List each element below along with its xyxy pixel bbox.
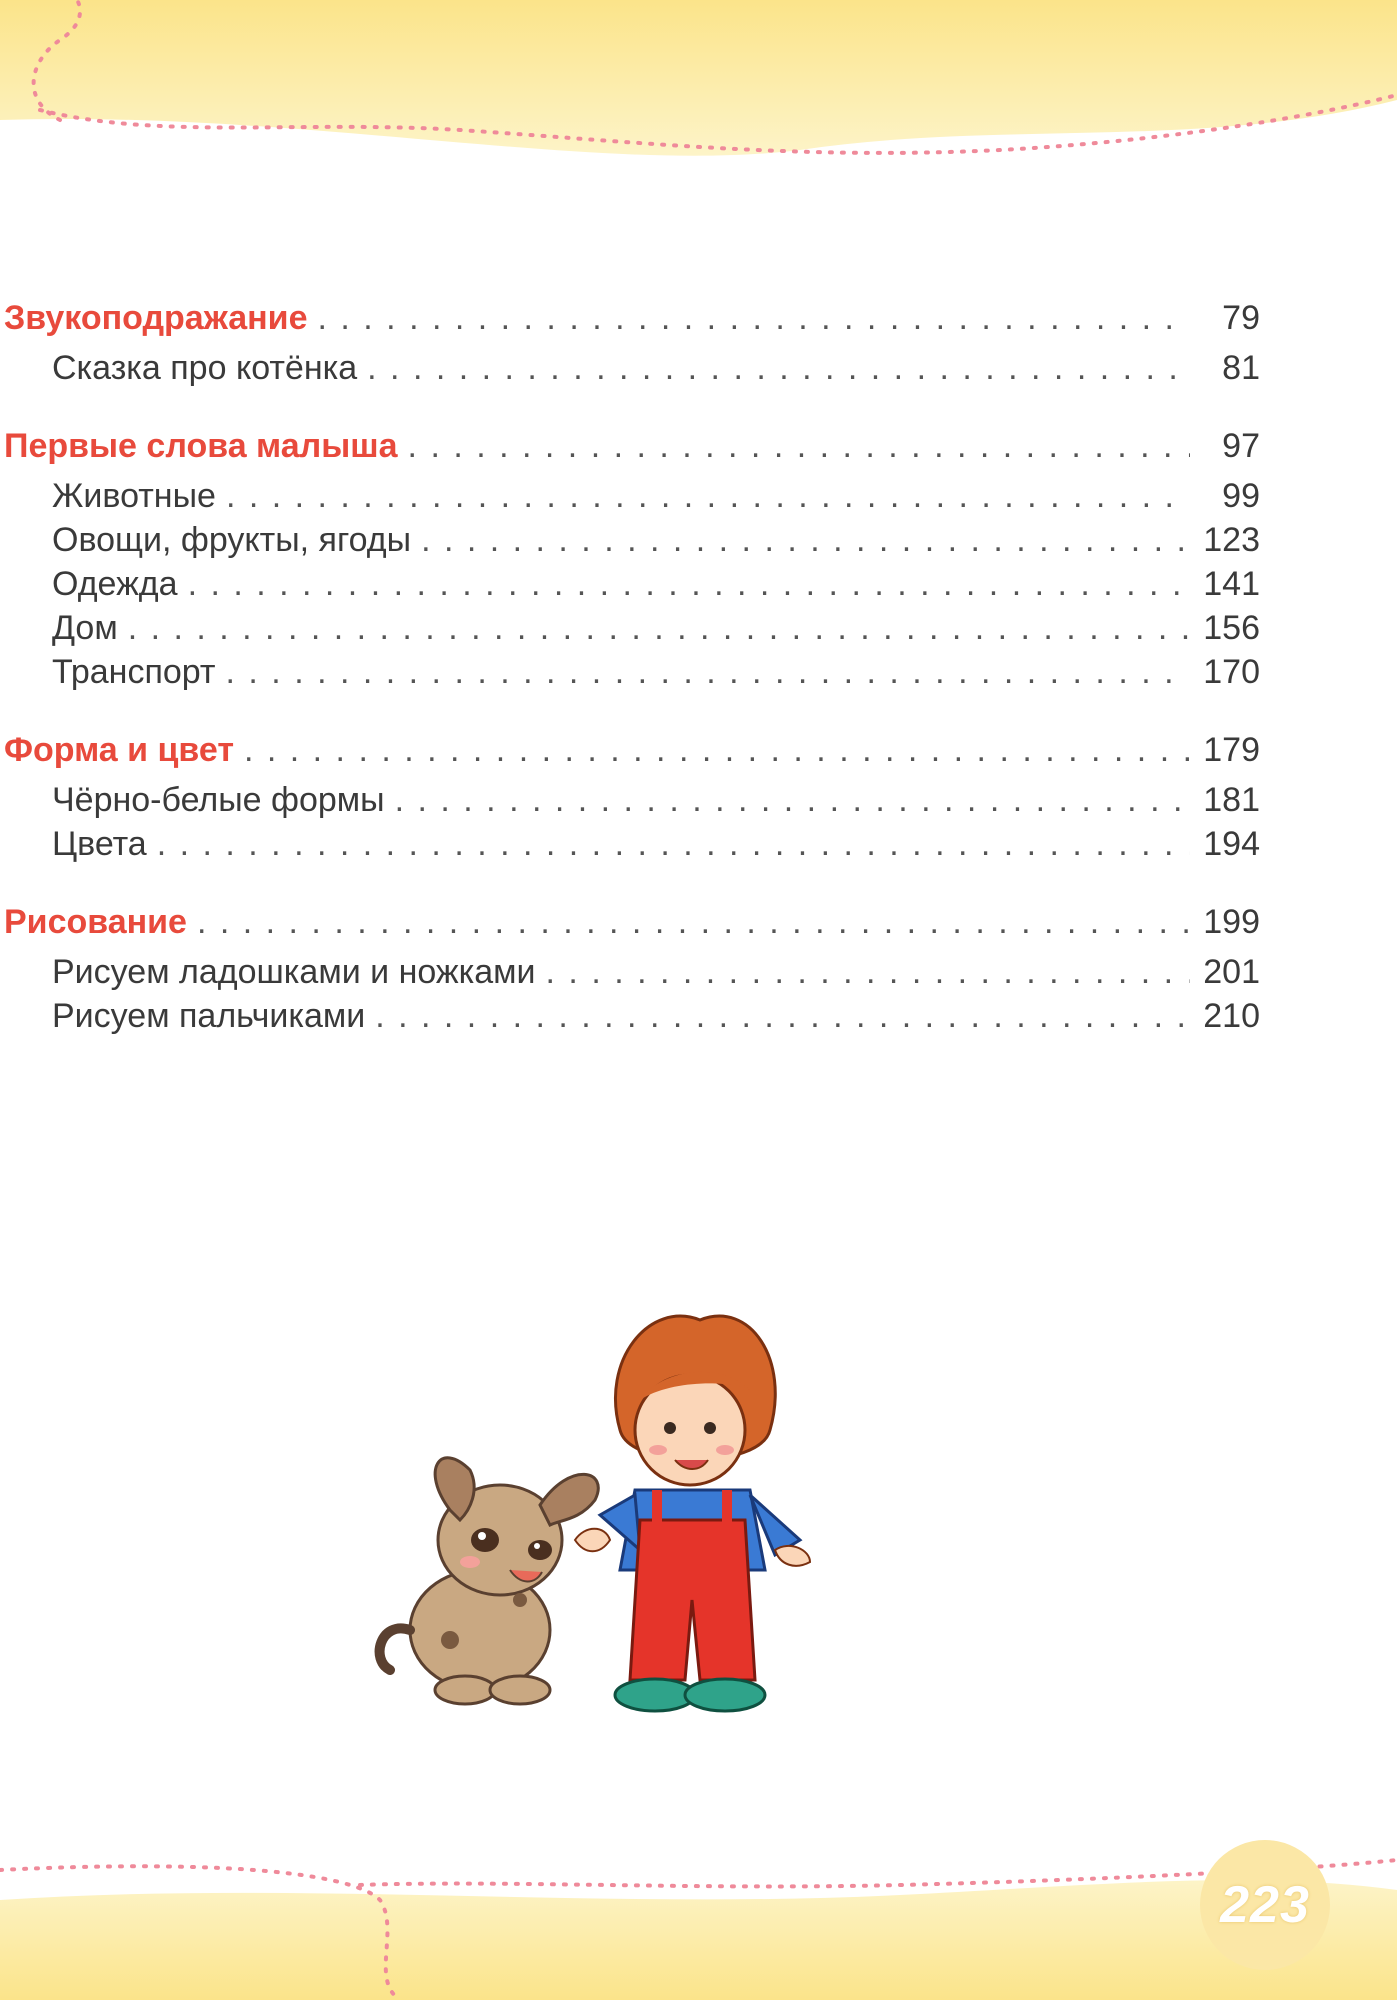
section-title: Первые слова малыша: [4, 427, 398, 465]
toc-item[interactable]: [0, 650, 1260, 694]
dot-leader: [395, 778, 1190, 822]
dot-leader: [226, 474, 1190, 518]
toc-section: [0, 722, 1260, 866]
item-page: 201: [1203, 953, 1260, 991]
dot-leader: [197, 894, 1190, 950]
top-decorative-band: [0, 0, 1397, 190]
item-title: Одежда: [52, 565, 178, 603]
toc-section: [0, 290, 1260, 390]
illustration: [370, 1300, 900, 1780]
toc-section-heading[interactable]: [0, 418, 1260, 474]
section-page: 179: [1203, 731, 1260, 769]
dot-leader: [128, 606, 1190, 650]
boy-illustration: [575, 1316, 810, 1711]
toc-item[interactable]: [0, 994, 1260, 1038]
item-title: Животные: [52, 477, 216, 515]
dot-leader: [421, 518, 1190, 562]
dot-leader: [226, 650, 1190, 694]
item-title: Цвета: [52, 825, 147, 863]
item-title: Сказка про котёнка: [52, 349, 358, 387]
item-title: Транспорт: [52, 653, 216, 691]
item-page: 81: [1222, 349, 1260, 387]
dot-leader: [408, 418, 1190, 474]
dot-leader: [546, 950, 1190, 994]
page-number-badge: [1200, 1840, 1330, 1970]
toc-item[interactable]: [0, 346, 1260, 390]
toc-item[interactable]: [0, 778, 1260, 822]
item-page: 170: [1203, 653, 1260, 691]
item-title: Чёрно-белые формы: [52, 781, 385, 819]
section-title: Звукоподражание: [4, 299, 308, 337]
dot-leader: [318, 290, 1191, 346]
toc-item[interactable]: [0, 474, 1260, 518]
item-page: 141: [1203, 565, 1260, 603]
toc-item[interactable]: [0, 950, 1260, 994]
dot-leader: [188, 562, 1190, 606]
toc-section: [0, 418, 1260, 694]
bottom-decorative-band: [0, 1840, 1397, 2000]
item-title: Овощи, фрукты, ягоды: [52, 521, 412, 559]
item-page: 99: [1222, 477, 1260, 515]
toc-section-heading[interactable]: [0, 894, 1260, 950]
section-title: Форма и цвет: [4, 731, 234, 769]
dot-leader: [375, 994, 1190, 1038]
item-page: 123: [1203, 521, 1260, 559]
section-page: 79: [1222, 299, 1260, 337]
section-title: Рисование: [4, 903, 187, 941]
section-page: 199: [1203, 903, 1260, 941]
toc-item[interactable]: [0, 822, 1260, 866]
item-title: Рисуем ладошками и ножками: [52, 953, 536, 991]
page-number: 223: [1220, 1876, 1310, 1934]
toc-section: [0, 894, 1260, 1038]
item-page: 210: [1203, 997, 1260, 1035]
toc-item[interactable]: [0, 606, 1260, 650]
section-page: 97: [1222, 427, 1260, 465]
dot-leader: [157, 822, 1190, 866]
toc-section-heading[interactable]: [0, 722, 1260, 778]
toc-item[interactable]: [0, 518, 1260, 562]
puppy-illustration: [380, 1458, 599, 1704]
dot-leader: [244, 722, 1190, 778]
item-title: Дом: [52, 609, 118, 647]
table-of-contents: [0, 290, 1260, 1066]
toc-section-heading[interactable]: [0, 290, 1260, 346]
dot-leader: [367, 346, 1190, 390]
item-page: 156: [1203, 609, 1260, 647]
toc-item[interactable]: [0, 562, 1260, 606]
item-page: 181: [1203, 781, 1260, 819]
item-title: Рисуем пальчиками: [52, 997, 366, 1035]
item-page: 194: [1203, 825, 1260, 863]
